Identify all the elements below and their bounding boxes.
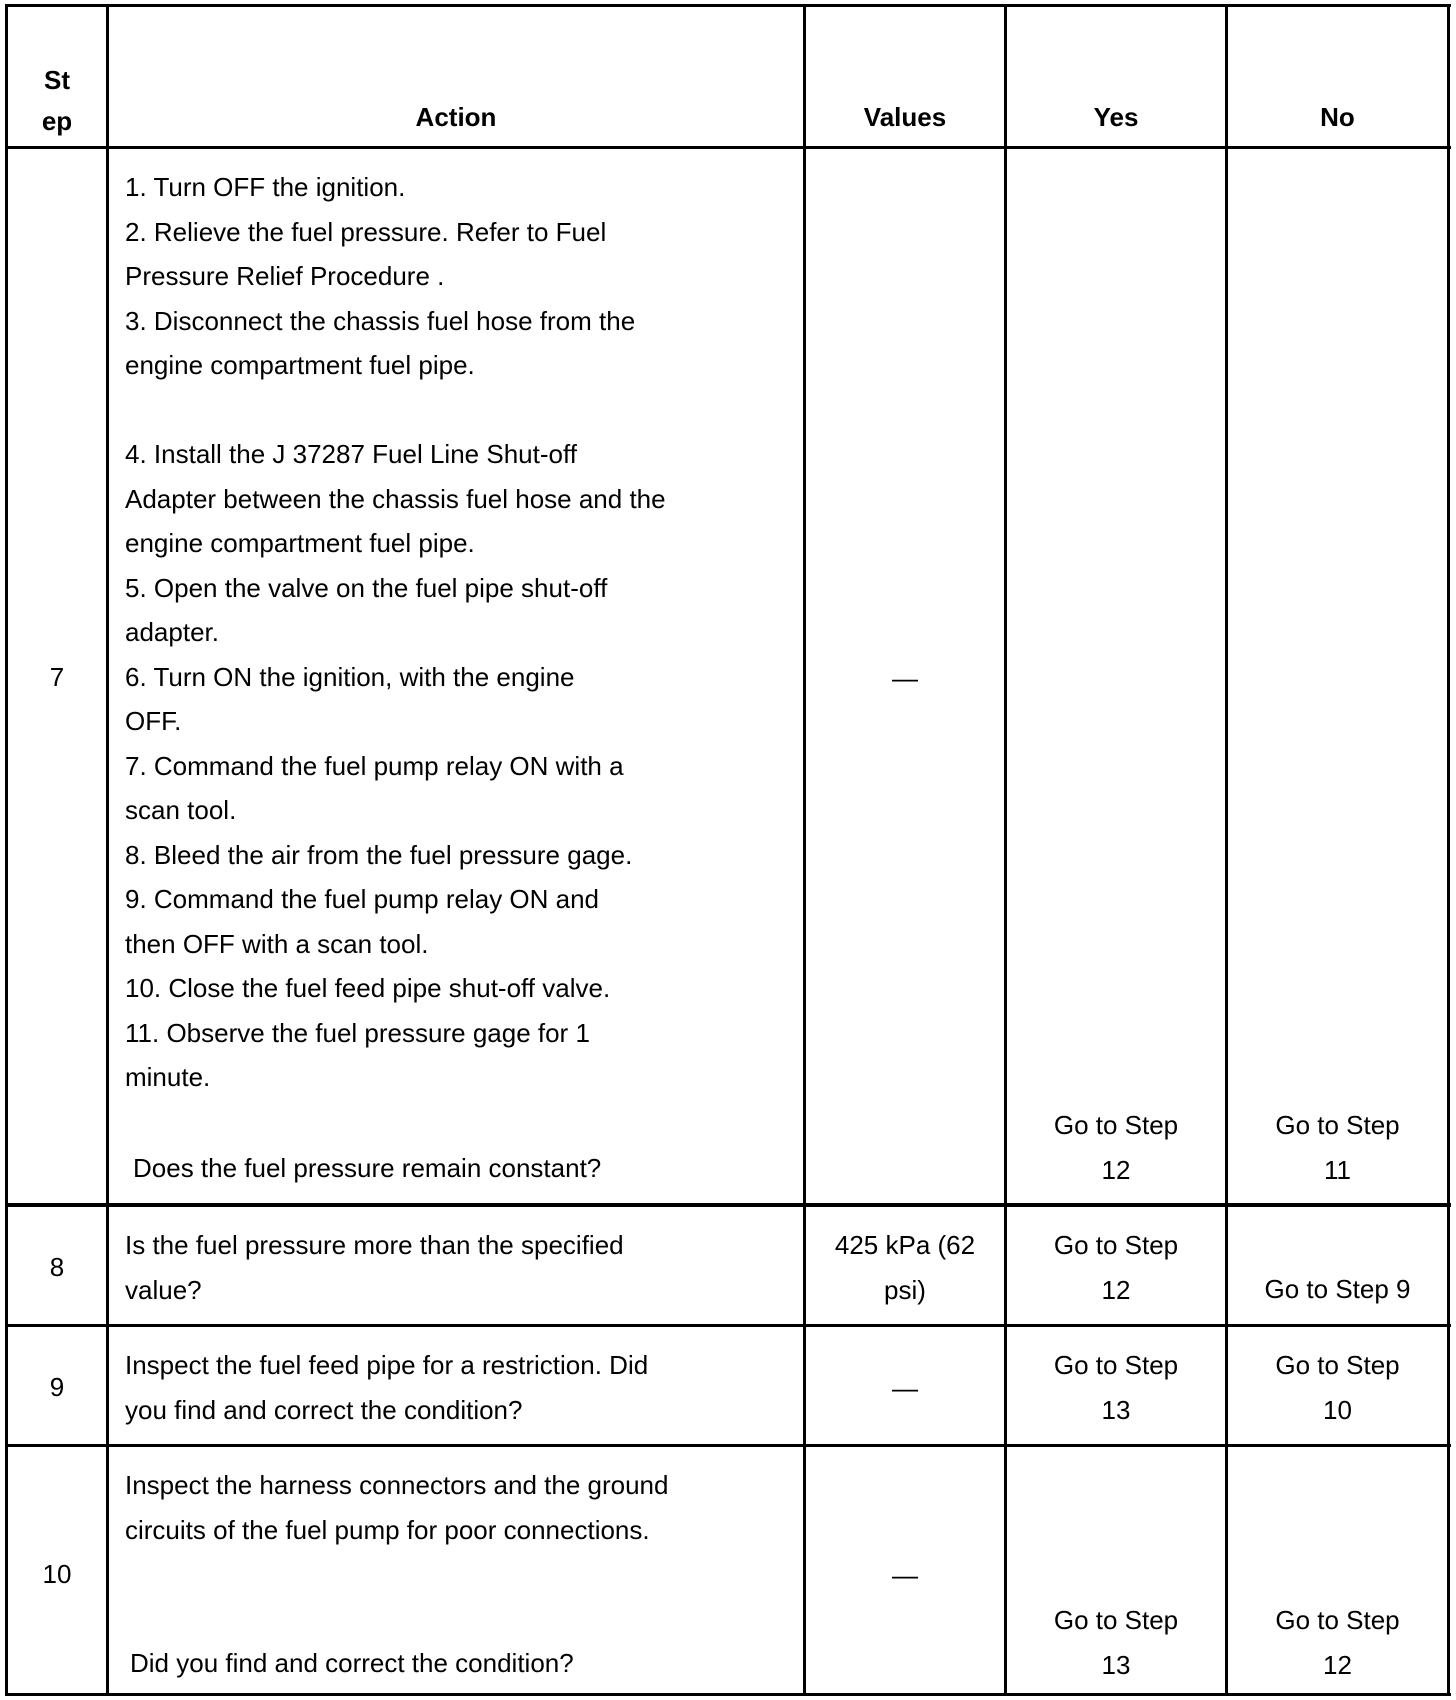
action-step: 8. Bleed the air from the fuel pressure gage.: [125, 839, 633, 870]
header-step: [8, 60, 106, 142]
step-number: 10: [42, 1559, 72, 1589]
action-step: 10. Close the fuel feed pipe shut-off valve.: [125, 973, 611, 1003]
yes-goto-step: 13: [1101, 1649, 1131, 1680]
column-divider: [803, 4, 806, 1696]
column-divider: [1004, 4, 1007, 1696]
action-text-line: Inspect the harness connectors and the ground: [125, 1470, 669, 1500]
row-divider: [5, 1444, 1451, 1447]
no-goto-step: 12: [1323, 1649, 1352, 1680]
no-cell: [1228, 1103, 1447, 1192]
action-cell: [125, 1223, 795, 1312]
header-divider: [5, 146, 1451, 149]
values-cell: —: [892, 663, 918, 693]
action-step: then OFF with a scan tool.: [125, 928, 429, 959]
table-border-bottom: [5, 1693, 1451, 1696]
step-number: 9: [49, 1372, 65, 1402]
yes-goto-label: Go to Step: [1053, 1110, 1179, 1140]
header-no: No: [1320, 102, 1355, 132]
yes-cell: [1007, 1598, 1225, 1687]
action-step: scan tool.: [125, 795, 237, 825]
no-goto-label: Go to Step: [1275, 1350, 1400, 1380]
yes-goto-step: 13: [1101, 1394, 1131, 1425]
action-step: adapter.: [125, 617, 219, 647]
action-step: Adapter between the chassis fuel hose and the: [125, 483, 666, 514]
action-question: Did you find and correct the condition?: [130, 1648, 574, 1678]
action-step: 2. Relieve the fuel pressure. Refer to Fuel: [125, 216, 607, 247]
action-text-line: circuits of the fuel pump for poor connections.: [125, 1514, 650, 1545]
action-text-line: value?: [125, 1274, 202, 1305]
yes-goto-label: Go to Step: [1053, 1230, 1179, 1260]
action-step: minute.: [125, 1062, 211, 1092]
no-goto-step: 10: [1323, 1394, 1352, 1425]
action-steps-list: [125, 165, 795, 1100]
values-cell: —: [892, 1373, 918, 1403]
yes-cell: [1007, 1223, 1225, 1312]
yes-goto-step: 12: [1101, 1274, 1131, 1305]
action-step: Pressure Relief Procedure .: [125, 261, 445, 291]
table-border-left: [5, 4, 8, 1696]
action-step: 1. Turn OFF the ignition.: [125, 172, 406, 202]
action-text-line: you find and correct the condition?: [125, 1394, 523, 1425]
row-divider: [5, 1203, 1451, 1207]
no-goto-step: 11: [1324, 1154, 1351, 1185]
row-divider: [5, 1324, 1451, 1327]
action-step: 9. Command the fuel pump relay ON and: [125, 884, 600, 914]
action-step: 6. Turn ON the ignition, with the engine: [125, 661, 575, 692]
yes-cell: [1007, 1103, 1225, 1192]
step-number: 8: [49, 1252, 65, 1282]
header-values: Values: [863, 102, 947, 132]
yes-goto-label: Go to Step: [1053, 1605, 1179, 1635]
header-yes: Yes: [1093, 102, 1139, 132]
header-action: Action: [415, 102, 497, 132]
action-step: engine compartment fuel pipe.: [125, 350, 475, 380]
values-text-line: psi): [884, 1274, 926, 1305]
header-step-line2: ep: [41, 106, 73, 136]
action-cell: [125, 1343, 795, 1432]
action-step: [125, 388, 795, 433]
action-text-line: Is the fuel pressure more than the specified: [125, 1230, 624, 1260]
values-text-line: 425 kPa (62: [834, 1230, 976, 1260]
action-step: 4. Install the J 37287 Fuel Line Shut-off: [125, 439, 577, 469]
action-text-line: Inspect the fuel feed pipe for a restriction. Did: [125, 1350, 649, 1380]
action-step: 11. Observe the fuel pressure gage for 1: [125, 1017, 590, 1048]
yes-goto-step: 12: [1101, 1154, 1131, 1185]
no-goto-label: Go to Step: [1275, 1110, 1400, 1140]
column-divider: [1225, 4, 1228, 1696]
action-cell: [125, 1463, 795, 1552]
no-cell: [1228, 1598, 1447, 1687]
no-cell: [1228, 1343, 1447, 1432]
action-step: 3. Disconnect the chassis fuel hose from the: [125, 305, 636, 336]
step-number: 7: [49, 662, 65, 692]
action-step: engine compartment fuel pipe.: [125, 528, 475, 558]
table-border-top: [5, 4, 1451, 7]
values-cell: —: [892, 1560, 918, 1590]
yes-goto-label: Go to Step: [1053, 1350, 1179, 1380]
header-step-line1: St: [44, 65, 70, 95]
action-question: Does the fuel pressure remain constant?: [133, 1153, 602, 1183]
action-step: 7. Command the fuel pump relay ON with a: [125, 750, 624, 781]
no-goto-label: Go to Step: [1275, 1605, 1400, 1635]
column-divider: [106, 4, 109, 1696]
yes-cell: [1007, 1343, 1225, 1432]
no-cell: Go to Step 9: [1264, 1274, 1411, 1304]
values-cell: [806, 1223, 1004, 1312]
action-step: OFF.: [125, 706, 182, 736]
table-border-right: [1447, 4, 1450, 1696]
action-step: 5. Open the valve on the fuel pipe shut-off: [125, 572, 608, 603]
